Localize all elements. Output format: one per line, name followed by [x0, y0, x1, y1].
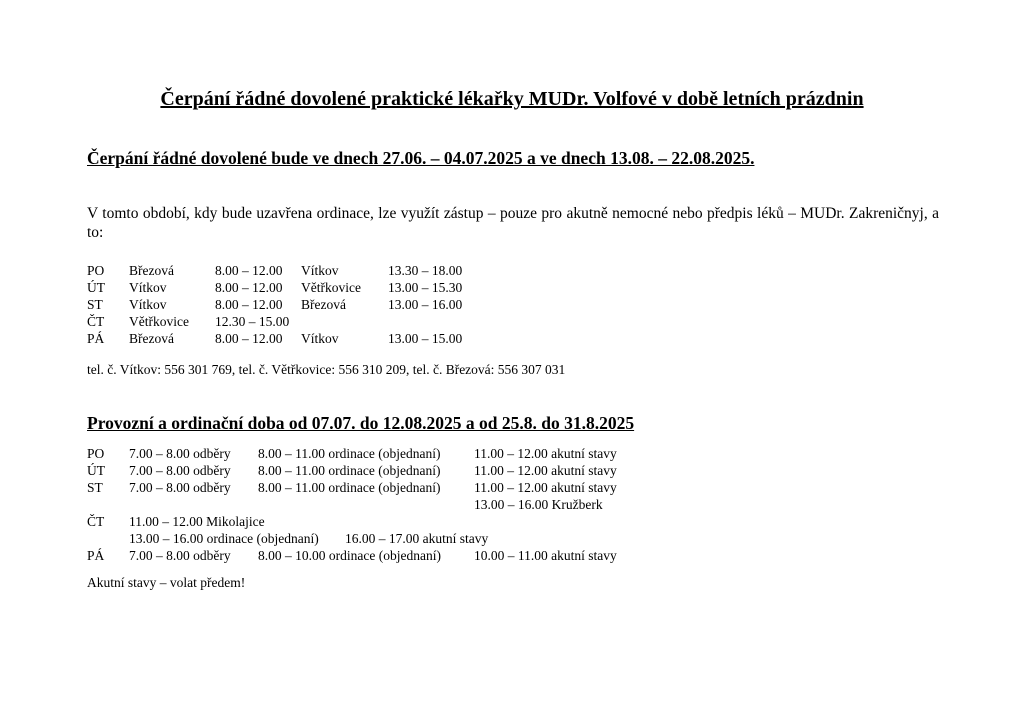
acute-cases-note: Akutní stavy – volat předem! [87, 575, 246, 590]
hours-entry: 7.00 – 8.00 odběry [129, 463, 231, 478]
day-label: ÚT [87, 463, 105, 478]
office-hours-heading: Provozní a ordinační doba od 07.07. do 12.08.2025 a od 25.8. do 31.8.2025 [87, 413, 635, 433]
time-label: 13.00 – 16.00 [388, 297, 463, 312]
day-label: ÚT [87, 280, 105, 295]
hours-entry: 10.00 – 11.00 akutní stavy [474, 548, 617, 563]
place-label: Větřkovice [301, 280, 361, 295]
place-label: Vítkov [129, 297, 167, 312]
place-label: Vítkov [301, 331, 339, 346]
day-label: PO [87, 446, 105, 461]
hours-entry: 13.00 – 16.00 ordinace (objednaní) [129, 531, 319, 546]
place-label: Vítkov [301, 263, 339, 278]
hours-entry: 7.00 – 8.00 odběry [129, 446, 231, 461]
place-label: Březová [129, 263, 174, 278]
day-label: ST [87, 480, 103, 495]
substitute-paragraph: V tomto období, kdy bude uzavřena ordinace, lze využít zástup – pouze pro akutně nemocné nebo předpis léků – MUDr. Zakreničnyj, a to: [87, 205, 939, 241]
day-label: ČT [87, 314, 105, 329]
time-label: 8.00 – 12.00 [215, 280, 283, 295]
day-label: ČT [87, 514, 105, 529]
place-label: Vítkov [129, 280, 167, 295]
place-label: Březová [129, 331, 174, 346]
day-label: ST [87, 297, 103, 312]
time-label: 8.00 – 12.00 [215, 263, 283, 278]
hours-entry: 8.00 – 11.00 ordinace (objednaní) [258, 480, 441, 495]
hours-entry: 11.00 – 12.00 akutní stavy [474, 463, 617, 478]
time-label: 13.30 – 18.00 [388, 263, 463, 278]
hours-entry: 8.00 – 11.00 ordinace (objednaní) [258, 463, 441, 478]
hours-entry: 7.00 – 8.00 odběry [129, 480, 231, 495]
time-label: 13.00 – 15.00 [388, 331, 463, 346]
time-label: 13.00 – 15.30 [388, 280, 463, 295]
time-label: 12.30 – 15.00 [215, 314, 290, 329]
phone-numbers: tel. č. Vítkov: 556 301 769, tel. č. Větřkovice: 556 310 209, tel. č. Březová: 556 307 031 [87, 362, 566, 377]
hours-entry: 16.00 – 17.00 akutní stavy [345, 531, 489, 546]
hours-entry: 7.00 – 8.00 odběry [129, 548, 231, 563]
day-label: PO [87, 263, 105, 278]
hours-entry: 11.00 – 12.00 akutní stavy [474, 480, 617, 495]
document-title: Čerpání řádné dovolené praktické lékařky MUDr. Volfové v době letních prázdnin [160, 88, 864, 110]
hours-entry: 8.00 – 10.00 ordinace (objednaní) [258, 548, 441, 563]
hours-entry: 11.00 – 12.00 akutní stavy [474, 446, 617, 461]
hours-entry: 13.00 – 16.00 Kružberk [474, 497, 603, 512]
hours-entry: 11.00 – 12.00 Mikolajice [129, 514, 265, 529]
place-label: Březová [301, 297, 346, 312]
time-label: 8.00 – 12.00 [215, 297, 283, 312]
vacation-dates-heading: Čerpání řádné dovolené bude ve dnech 27.06. – 04.07.2025 a ve dnech 13.08. – 22.08.2025. [87, 148, 755, 168]
day-label: PÁ [87, 331, 105, 346]
place-label: Větřkovice [129, 314, 189, 329]
time-label: 8.00 – 12.00 [215, 331, 283, 346]
day-label: PÁ [87, 548, 105, 563]
hours-entry: 8.00 – 11.00 ordinace (objednaní) [258, 446, 441, 461]
